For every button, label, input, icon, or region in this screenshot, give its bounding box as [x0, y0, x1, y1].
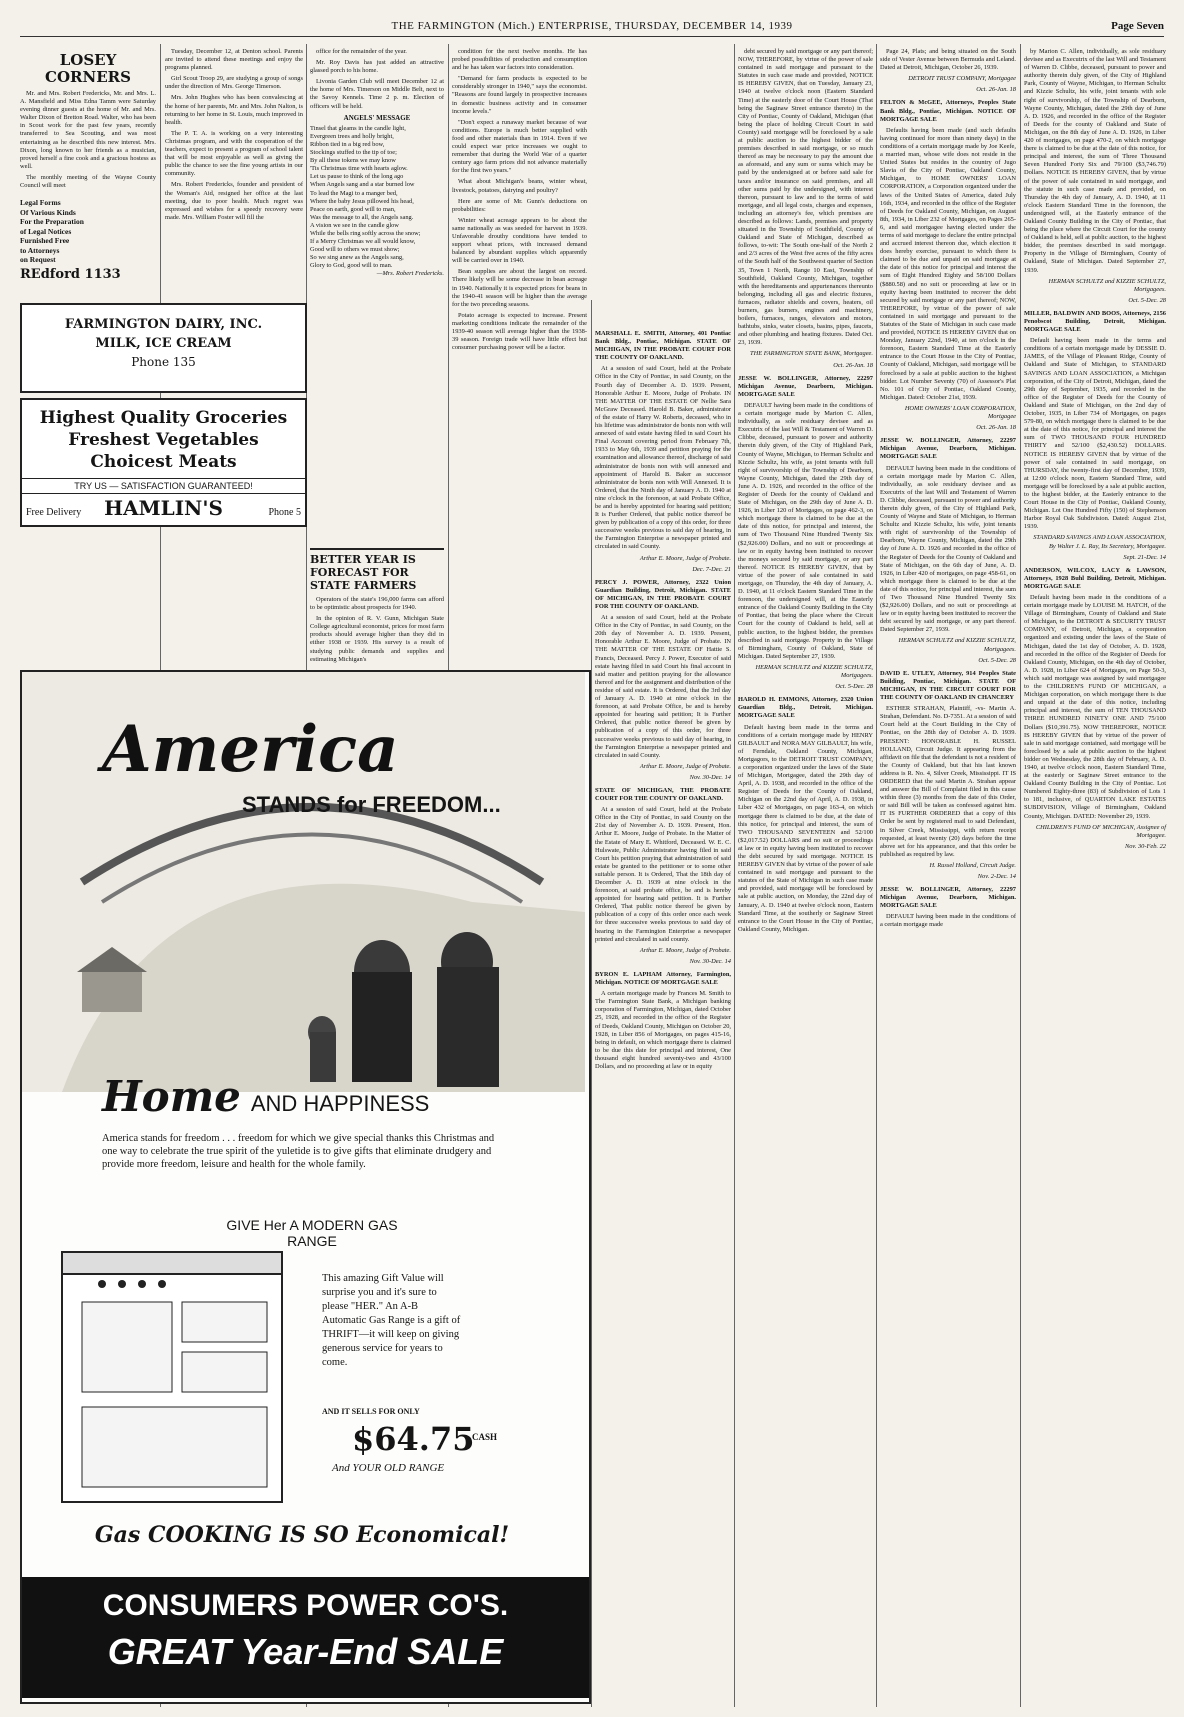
poem-line: Where the baby Jesus pillowed his head,	[310, 197, 414, 205]
gas-range-headline: GIVE Her A MODERN GAS RANGE	[226, 1217, 398, 1249]
hamlin-line-2: Freshest Vegetables	[68, 430, 259, 450]
legal-notice-dates: Oct. 26-Jan. 18	[976, 86, 1016, 94]
year-end-sale-banner	[22, 1577, 589, 1698]
hamlin-line-1: Highest Quality Groceries	[39, 408, 288, 428]
poem-line: Tinsel that gleams in the candle light,	[310, 124, 406, 132]
legal-notice	[1024, 48, 1166, 305]
legal-notice-caption: JESSE W. BOLLINGER, Attorney, 22297 Michigan Avenue, Dearborn, Michigan. MORTGAGE SALE	[738, 374, 873, 398]
poem	[310, 125, 444, 271]
home-word: Home	[102, 1072, 241, 1121]
america-title: America	[102, 712, 399, 787]
gas-range-price: $64.75	[352, 1420, 475, 1458]
news-paragraph: "Demand for farm products is expected to be considerably stronger in 1940," says the economist. "Reasons are found largely in prospective increases in domestic business activity and in consumer income levels."	[452, 75, 587, 115]
poem-line: Glory to God, good will to man.	[310, 262, 393, 270]
losey-corners-heading: LOSEY CORNERS	[45, 51, 131, 86]
legal-notice-body: At a session of said Court, held at the Probate Office in the City of Pontiac, in said County, on the 20th day of November A. D. 1939. Present, Honorable Arthur E. Moore, Judge of Probate. IN THE MATTER OF THE ESTATE OF Hattie S. Francis, Deceased. Percy J. Power, Executor of said estate having filed in said Court his final account in said matter and petition praying for the allowance thereof and for the assignment and distribution of the residue of said estate. It is Ordered, that the 3rd day of January A. D. 1940 at nine o'clock in the forenoon, at said Probate Office, be and is hereby appointed for hearing said petition; It is Further Ordered, that public notice thereof be given by publication of a copy of this order, for three successive weeks previous to said day of hearing, in the Farmington Enterprise a newspaper printed and circulated in said County.	[595, 614, 731, 759]
better-year-headline: BETTER YEAR IS FORECAST FOR STATE FARMERS	[310, 548, 444, 592]
legal-notice-body: Page 24, Plats; and being situated on the South side of Vester Avenue between Bermuda and Leland. Dated at Detroit, Michigan, October 26, 1939.	[880, 48, 1016, 72]
page-number: Page Seven	[1111, 20, 1164, 32]
news-paragraph: What about Michigan's beans, winter wheat, livestock, potatoes, dairying and poultry?	[452, 178, 587, 194]
dairy-phone: Phone 135	[131, 355, 196, 369]
legal-notice-signature: HERMAN SCHULTZ and KIZZIE SCHULTZ, Mortgagees.	[755, 663, 873, 680]
legal-notices-column-8	[1024, 48, 1166, 1705]
happiness-word: AND HAPPINESS	[250, 1091, 430, 1116]
consumers-power-name: CONSUMERS POWER CO'S.	[102, 1589, 509, 1622]
legal-forms-line: to Attorneys	[20, 245, 60, 255]
legal-forms-notice	[20, 198, 156, 282]
poem-line: By all these tokens we may know	[310, 157, 396, 165]
legal-notice-body: Default having been made in the terms and conditions of a certain mortgage made by DESSIE D. JAMES, of the Village of Pleasant Ridge, County of Oakland and State of Michigan, to STANDARD SAVINGS AND LOAN ASSOCIATION, a Michigan corporation, of the City of Detroit, Michigan, dated the 29th day of September, 1935, and recorded in the office of the Register of Deeds for the County of Oakland and State of Michigan, on the 2nd day of October, 1935, in Liber 734 of Mortgages, on pages 579-80, on which mortgage there is claimed to be due at the date of this notice, for principal and interest the sum of TWO THOUSAND FOUR HUNDRED THIRTY and 52/100 ($2,430.52) DOLLARS. NOTICE IS HEREBY GIVEN that by virtue of the power of sale contained in said mortgage, on THURSDAY, the twenty-first day of December, 1939, at 12:00 o'clock noon, Eastern Standard Time, said mortgage will be foreclosed by a sale at public auction, to the highest bidder, at the Easterly entrance to the Court House in the City of Pontiac, Oakland County, Michigan. Lot One Hundred Fifty (150) of Stephenson Harbor Royal Oak Subdivision. Dated: August 21st, 1939.	[1024, 337, 1166, 531]
legal-notice-caption: HAROLD H. EMMONS, Attorney, 2320 Union Guardian Bldg., Detroit, Michigan. MORTGAGE SALE	[738, 696, 873, 720]
legal-notice-signature: Arthur E. Moore, Judge of Probate.	[639, 946, 731, 954]
legal-notice-caption: PERCY J. POWER, Attorney, 2322 Union Guardian Building, Detroit, Michigan. STATE OF MICHIGAN, IN THE PROBATE COURT FOR THE COUNTY OF OAKLAND.	[595, 578, 731, 610]
america-body: America stands for freedom . . . freedom for which we give special thanks this Christmas and one way to celebrate the true spirit of the yuletide is to give gifts that eliminate drudgery and provide more freedom, leisure and health for the whole family.	[102, 1133, 495, 1170]
legal-notice	[880, 99, 1016, 432]
news-paragraph: Livonia Garden Club will meet December 12 at the home of Mrs. Timerson on Middle Belt, next to the Savoy Kennels. Time 2 p. m. Election of officers will be held.	[310, 78, 444, 110]
year-end-sale-text: GREAT Year-End SALE	[107, 1631, 504, 1672]
gas-range-trade: And YOUR OLD RANGE	[332, 1462, 445, 1474]
legal-notice-body: At a session of said Court, held at the Probate Office in the City of Pontiac, in said County, on the Fourth day of December A. D. 1939. Present, Honorable Arthur E. Moore, Judge of Probate. IN THE MATTER OF THE ESTATE OF Nellie Sara McGraw Deceased. Harold B. Baker, administrator of the estate of Harry W. Roberts, deceased, who in his lifetime was administrator de bonis non with will annexed of said estate having filed in said Court his Final Account covering period from February 7th, 1933 to May 6th, 1939 and petition praying for the examination and allowance thereof, discharge of said administrator de bonis non with will annexed and appointment of Harold B. Baker as successor administrator de bonis non with Will Annexed. It is Ordered, that the Ninth day of January A. D. 1940 at nine o'clock in the forenoon, at said Probate Office, be and is hereby appointed for hearing said petition; It is Further Ordered, that public notice thereof be given by publication of a copy of this order, for three successive weeks previous to said day of hearing, in the Farmington Enterprise a newspaper printed and circulated in said County.	[595, 365, 731, 551]
news-paragraph: Mrs. John Hughes who has been convalescing at the home of her parents, Mr. and Mrs. John Nalton, is returning to her home in St. Louis, much improved in health.	[165, 94, 303, 126]
poem-line: When Angels sang and a star burned low	[310, 181, 415, 189]
legal-notice-signature: HOME OWNERS' LOAN CORPORATION, Mortgagee	[904, 404, 1016, 421]
hamlin-phone: Phone 5	[268, 507, 301, 518]
news-paragraph: office for the remainder of the year.	[316, 48, 407, 55]
legal-notice	[738, 48, 873, 370]
losey-corners-column	[20, 48, 156, 298]
legal-notice	[880, 48, 1016, 94]
better-year-article	[310, 548, 444, 663]
legal-notice-body: Defaults having been made (and such defaults having continued for more than ninety days) in the conditions of a certain mortgage made by Joe Keefe, a married man, whose wife does not reside in the United States but resides in the country of Jugo Slavia of the City of Pontiac, Oakland County, Michigan, to HOME OWNERS' LOAN CORPORATION, a Corporation organized under the laws of the United States of America, dated July 16th, 1934, and recorded in the office of the Register of Deeds for Oakland County, Michigan, on August 8th, 1934, in Liber 232 of Mortgages, on Pages 265-6, and said mortgagee having elected under the terms of said mortgage to declare the entire principal and accrued interest thereon due, which election it does hereby exercise, pursuant to which there is claimed to be due and unpaid on said mortgage at the date of this notice for principal and interest the sum of Eight Hundred Eighty and 58/100 Dollars ($880.58) and no suit or proceeding at law or in equity having been instituted to recover the debt secured by said mortgage or any part thereof; NOW, THEREFORE, by virtue of the power of sale contained in said mortgage and pursuant to the Statutes of the State of Michigan in such case made and provided, NOTICE IS HEREBY GIVEN that on Monday, January 22nd, 1940, at ten o'clock in the forenoon, Eastern Standard Time at the Easterly entrance to the Court House in the City of Pontiac, County of Oakland, Michigan, said mortgage will be foreclosed by a sale at public auction to the highest bidder. Lot Number Seventy (70) of Assessor's Plat No. 101 of City of Pontiac, Oakland County, Michigan. Dated: October 21st, 1939.	[880, 126, 1016, 401]
legal-notice-caption: JESSE W. BOLLINGER, Attorney, 22297 Michigan Avenue, Dearborn, Michigan. MORTGAGE SALE	[880, 886, 1016, 910]
america-subtitle: STANDS for FREEDOM...	[242, 792, 501, 817]
poem-line: Let us pause to think of the long ago	[310, 173, 404, 181]
legal-notice-dates: Oct. 5-Dec. 28	[978, 656, 1016, 664]
legal-notice-dates: Nov. 30-Feb. 22	[1124, 842, 1166, 850]
legal-notice-dates: Sept. 21-Dec. 14	[1123, 553, 1166, 561]
legal-notice-caption: ANDERSON, WILCOX, LACY & LAWSON, Attorneys, 1928 Buhl Building, Detroit, Michigan. MORTGAGE SALE	[1024, 566, 1166, 590]
news-paragraph: Mrs. Robert Fredericks, founder and president of the Woman's Aid, resigned her office at the last meeting, due to poor health. Much regret was expressed and wishes for a speedy recovery were made. Mrs. William Foster will fill the	[165, 181, 303, 221]
legal-notices-column-7	[880, 48, 1016, 1705]
news-paragraph: Here are some of Mr. Gunn's deductions on probabilities:	[452, 197, 587, 213]
news-column-4	[452, 48, 587, 668]
poem-line: Evergreen trees and holly bright,	[310, 132, 394, 140]
poem-line: Ribbon tied in a big red bow,	[310, 140, 385, 148]
news-paragraph: Winter wheat acreage appears to be about the same nationally as was seeded for harvest in 1939. Unfavorable drouthy conditions have tended to support wheat prices, with increased demand balanced by abundant supplies which apparently will be carried over in 1940.	[452, 216, 587, 265]
gas-range-sells: AND IT SELLS FOR ONLY	[322, 1407, 420, 1416]
legal-notice-body: DEFAULT having been made in the conditions of a certain mortgage made	[880, 913, 1016, 929]
legal-notice-signature: Arthur E. Moore, Judge of Probate.	[639, 762, 731, 770]
legal-notice-body: Default having been made in the conditions of a certain mortgage made by LOUISE M. HATCH, of the Village of Birmingham, County of Oakland and State of Michigan, to the DETROIT & SECURITY TRUST COMPANY, of Detroit, Michigan, a corporation organized and existing under the laws of the State of Michigan, dated the 1st day of October, A. D. 1928, and recorded in the office of the Register of Deeds for Oakland County, Michigan, on the 4th day of October, A. D. 1928, in Liber 624 of Mortgages, on Page 50-3, which said mortgage was assigned by said mortgagee to the CHILDREN'S FUND OF MICHIGAN, a Michigan corporation, on which mortgage there is due and unpaid at the date of this notice, including principal and interest, the sum of TEN THOUSAND THREE HUNDRED NINETY ONE AND 75/100 Dollars ($10,391.75). NOW THEREFORE, NOTICE IS HEREBY GIVEN that by virtue of the power of sale in said mortgage contained, said mortgage will be foreclosed by a sale at public auction to the highest bidder on Wednesday, the 28th day of February, A. D. 1940, at twelve o'clock noon, Eastern Standard Time, at the easterly or Saginaw Street entrance to the Oakland County Building in the City of Pontiac. Lot Numbered Eighty-three (83) of Subdivision of Lots 1 to 181, inclusive, of QUARTON LAKE ESTATES SUBDIVISION, Village of Birmingham, Oakland County, Michigan. DATED: November 29, 1939.	[1024, 594, 1166, 820]
legal-notice	[595, 330, 731, 574]
legal-notice	[738, 375, 873, 692]
dairy-products: MILK, ICE CREAM	[95, 336, 232, 351]
news-paragraph: Bean supplies are about the largest on record. There likely will be some decrease in bean acreage in 1940. Nationally it is expected prices for beans in the 1940-41 season will be higher than the average for the two preceding seasons.	[452, 268, 587, 308]
legal-notice-body: debt secured by said mortgage or any part thereof; NOW, THEREFORE, by virtue of the power of sale contained in said mortgage and pursuant to the Statutes in such case made and provided, NOTICE IS HEREBY GIVEN, that on Tuesday, January 23, 1940 at twelve o'clock noon (Eastern Standard Time) at the easterly door of the Court House (That being the Saginaw Street entrance thereto) in the City of Pontiac, County of Oakland, Michigan (that being the place of holding Circuit Court in said County) said mortgage will be foreclosed by a sale at public auction to the highest bidder of the premises described in said mortgage, or so much thereof as may be necessary to pay the amount due as aforesaid, and any sum or sums which may be paid by the undersigned at or before said sale for taxes and/or insurance on said premises, and all other sums paid by the undersigned, with interest thereon, pursuant to law and to the terms of said mortgage, and all legal costs, charges and expenses, including an attorney's fee, which premises are described as follows: Lands, premises and property situated in the Township of Southfield, County of Oakland and State of Michigan, described as follows, to-wit: The South one-half of the North 2 and 2/3 acres of the West five acres of the fifty acres of the South half of the Southwest quarter of Section 35, Town 1 North, Range 10 East, Township of Southfield, Oakland County, Michigan, together with the hereditaments and appurtenances thereunto belonging, including all gas and electric fixtures, furnaces, radiator shields and covers, heaters, oil burners, gas burners, engines and machinery, boilers, furnaces, ranges, elevators and motors, bathtubs, sinks, water closets, basins, pipes, faucets, and other plumbing and heating fixtures. Dated Oct. 23, 1939.	[738, 48, 873, 347]
legal-notice-body: by Marion C. Allen, individually, as sole residuary devisee and as Executrix of the last Will and Testament of Warren D. Clibbe, deceased, pursuant to power and authority therein duly given, of the City of Highland Park, County of Wayne, Michigan, to Herman Schultz and Kizzie Schultz, his wife, joint tenants with sole right of survivorship, of the Township of Dearborn, Wayne County, Michigan, dated the 29th day of June A. D. 1926, and recorded in the office of the Register of Deeds for the county of Oakland and State of Michigan, on the 8th day of June A. D. 1926, in Liber 420 of mortgages, on page 470-2, on which mortgage there is claimed to be due at the date of this notice, for principal and interest, the sum of Three Thousand Seven Hundred Forty Six and 79/100 ($3,746.79) Dollars. NOTICE IS HEREBY GIVEN, that by virtue of the power of sale contained in said mortgage, and the statute in such case made and provided, on Thursday the 4th day of January, A. D. 1940, at 11 o'clock Eastern Standard Time in the forenoon, the undersigned will, at the Easterly entrance of the Oakland County Building in the City of Pontiac, that being the place where the Circuit Court for the county of Oakland is held, sell at public auction, to the highest bidder, the premises described in said mortgage. Property in the Village of Birmingham, County of Oakland, State of Michigan. Dated September 27, 1939.	[1024, 48, 1166, 274]
legal-forms-line: Of Various Kinds	[20, 207, 76, 217]
legal-notice-signature: HERMAN SCHULTZ and KIZZIE SCHULTZ, Mortgagees.	[898, 637, 1016, 653]
farmington-dairy-ad	[20, 303, 307, 393]
news-paragraph: The P. T. A. is working on a very interesting Christmas program, and with the cooperation of the teachers, expect to present a program of school talent that will be most enjoyable as well as giving the public the chance to see the fine young artists in our community.	[165, 129, 303, 178]
legal-notice-signature: STANDARD SAVINGS AND LOAN ASSOCIATION, By Walter J. L. Ray, Its Secretary, Mortgagee.	[1033, 534, 1166, 550]
legal-notice-body: DEFAULT having been made in the conditions of a certain mortgage made by Marion C. Allen, individually, as sole residuary devisee and as Executrix of the last Will & Testament of Warren D. Clibbe, deceased, pursuant to power and authority therein duly given, of the City of Highland Park, County of Wayne, Michigan, to Herman Schultz and Kizzie Schultz, his wife, as joint tenants with full right of survivorship of the Township of Dearborn, Wayne County, Michigan, dated the 29th day of June A. D. 1926, and recorded in the office of the Register of Deeds for the county of Oakland and State of Michigan, on the 29th day of June A. D. 1926, in Liber 120 of Mortgages, on page 462-3, on which mortgage there is claimed to be due at the date of this notice, for principal and interest, the sum of Two Thousand Nine Hundred Twenty Six ($2,926.00) Dollars, and no suit or proceedings at law or in equity having been instituted to recover the moneys secured by said mortgage, or any part thereof. NOTICE IS HEREBY GIVEN, that by virtue of the power of sale contained in said mortgage, on Thursday, the 4th day of January, A. D. 1940, at 11 o'clock Eastern Standard Time in the forenoon, the undersigned will, at the Easterly entrance of the Oakland County Building in the City of Pontiac, that being the place where the Circuit Court for the county of Oakland is held, sell at public auction, to the highest bidder, the premises described in said mortgage. Property in the Village of Birmingham, County of Oakland, State of Michigan. Dated September 27, 1939.	[738, 401, 873, 660]
legal-notices-column-5	[595, 330, 731, 1705]
legal-notice	[595, 579, 731, 782]
legal-notice-dates: Dec. 7-Dec. 21	[692, 565, 731, 573]
hamlins-grocery-ad	[20, 398, 307, 527]
legal-notice	[738, 696, 873, 934]
poem-line: Peace on earth, good will to man,	[310, 205, 396, 213]
news-paragraph: Operators of the state's 196,000 farms can afford to be optimistic about prospects for 1940.	[310, 596, 444, 612]
legal-notice-dates: Nov. 30-Dec. 14	[689, 773, 731, 781]
legal-notice	[880, 886, 1016, 929]
legal-forms-line: Furnished Free	[20, 236, 70, 246]
column-rule	[876, 44, 877, 1707]
legal-notice-dates: Oct. 5-Dec. 28	[1128, 296, 1166, 304]
news-paragraph: In the opinion of R. V. Gunn, Michigan State College agricultural economist, prices for most farm products should average higher than they did in either 1938 or 1939. His survey is a result of studying public demands and supplies and estimating Michigan's	[310, 615, 444, 663]
legal-forms-line: of Legal Notices	[20, 226, 72, 236]
legal-forms-line: Legal Forms	[20, 198, 61, 208]
legal-notice-dates: Oct. 26-Jan. 18	[976, 424, 1016, 432]
column-rule	[734, 44, 735, 1707]
legal-notice-caption: JESSE W. BOLLINGER, Attorney, 22297 Michigan Avenue, Dearborn, Michigan. MORTGAGE SALE	[880, 437, 1016, 461]
poem-line: To lead the Magi to a manger bed,	[310, 189, 398, 197]
legal-notice-body: A certain mortgage made by Frances M. Smith to The Farmington State Bank, a Michigan banking corporation of Farmington, Michigan, dated October 25, 1928, and recorded in the office of the Register of Deeds, Oakland County, Michigan on October 20, 1928, in Liber 856 of Mortgages, on pages 415-16, being in default, on which mortgage there is claimed to be due this date for principal and interest, One thousand eight hundred seventy-two and 43/100 Dollars, and no proceeding at law or in equity	[595, 990, 731, 1070]
legal-notices-column-6	[738, 48, 873, 1705]
legal-notice-signature: H. Russel Holland, Circuit Judge.	[929, 861, 1016, 869]
hamlin-guarantee: TRY US — SATISFACTION GUARANTEED!	[22, 478, 305, 494]
poem-line: Stockings stuffed to the tip of toe;	[310, 149, 397, 157]
legal-notice-caption: STATE OF MICHIGAN, THE PROBATE COURT FOR THE COUNTY OF OAKLAND.	[595, 786, 731, 803]
news-paragraph: The monthly meeting of the Wayne County Council will meet	[20, 173, 156, 190]
gas-range-cash: CASH	[472, 1432, 498, 1442]
legal-notice	[880, 670, 1016, 881]
hamlin-name: HAMLIN'S	[104, 496, 223, 520]
dairy-name: FARMINGTON DAIRY, INC.	[64, 317, 263, 332]
news-paragraph: Mr. and Mrs. Robert Fredericks, Mr. and Mrs. L. A. Mansfield and Miss Edna Tamm were Saturday evening dinner guests at the home of Mr. and Mrs. Walter Dixon of Bretton Road. Walter, who has been in Scout work for the past few years, recently transferred to Sea Scouting, and was most entertaining as he described this new interest. Mrs. Dixon, long known to her friends as a musician, proved herself a fine cook and a gracious hostess as well.	[20, 90, 156, 170]
poem-line: If a Merry Christmas we all would know,	[310, 238, 416, 246]
poem-title: ANGELS' MESSAGE	[343, 113, 411, 122]
consumers-power-ad	[20, 670, 591, 1704]
legal-forms-phone: REdford 1133	[20, 266, 121, 282]
news-paragraph: condition for the next twelve months. He has probed possibilities of production and consumption and he has taken war factors into consideration.	[452, 48, 587, 72]
poem-line: Was the message to all, the Angels sang.	[310, 213, 414, 221]
legal-notice-dates: Nov. 30-Dec. 14	[689, 957, 731, 965]
legal-notice	[1024, 310, 1166, 562]
legal-notice-signature: CHILDREN'S FUND OF MICHIGAN, Assignee of Mortgagee.	[1035, 823, 1166, 839]
poem-line: 'Tis Christmas time with hearts aglow.	[310, 165, 408, 173]
legal-notice-body: ESTHER STRAHAN, Plaintiff, -vs- Martin A. Strahan, Defendant. No. D-7351. At a session of said Court held at the Court Building in the City of Pontiac, on the 28th day of October A. D. 1939. PRESENT: HONORABLE H. RUSSEL HOLLAND, Circuit Judge. It appearing from the affidavit on file that the defendant is not a resident of the County of Oakland, but that his last known address is R. No. 4, Silver Creek, Mississippi. IT IS ORDERED that the said Martin A. Strahan appear and answer the Bill of Complaint filed in this cause within three (3) months from the date of this Order, or said Bill will be taken as confessed against him. IT IS FURTHER ORDERED that a copy of this Order be sent by registered mail to said Defendant, in Silver Creek, Mississippi, with return receipt requested, at least twenty (20) days before the time above set for his appearance, and that this order be published as required by law.	[880, 705, 1016, 858]
legal-notice-caption: FELTON & McGEE, Attorneys, Peoples State Bank Bldg., Pontiac, Michigan. NOTICE OF MORTGAGE SALE	[880, 99, 1016, 123]
news-column-2	[165, 48, 303, 298]
news-column-3	[310, 48, 444, 448]
legal-notice-caption: DAVID E. UTLEY, Attorney, 914 Peoples State Building, Pontiac, Michigan. STATE OF MICHIGAN, IN THE CIRCUIT COURT FOR THE COUNTY OF OAKLAND IN CHANCERY	[880, 669, 1016, 702]
legal-notice	[595, 787, 731, 966]
legal-notice-caption: MARSHALL E. SMITH, Attorney, 401 Pontiac Bank Bldg., Pontiac, Michigan. STATE OF MICHIGAN, IN THE PROBATE COURT FOR THE COUNTY OF OAKLAND.	[595, 330, 731, 362]
legal-notice-body: Default having been made in the terms and conditions of a certain mortgage made by HENRY GILBAULT and NORA MAY GILBAULT, his wife, of Ferndale, Oakland County, Michigan, Mortgagors, to the DETROIT TRUST COMPANY, a corporation organized under the laws of the State of Michigan, Mortgagee, dated the 29th day of April, A. D. 1938, and recorded in the office of the Register of Deeds for the County of Oakland, Michigan on the 22nd day of April, A. D. 1938, in Liber 432 of Mortgages, on page 163-4, on which mortgage there is claimed to be due, at the date of this notice, for principal and interest, the sum of TWO THOUSAND SEVENTEEN and 52/100 ($2,017.52) DOLLARS and no suit or proceedings at law or in equity having been instituted to recover the debt secured by said mortgage. NOTICE IS HEREBY GIVEN that by virtue of the power of sale contained in said mortgage and pursuant to the statutes of the State of Michigan in such case made and provided, said mortgage will be foreclosed by sale at public auction, on Monday, the 22nd day of January, A. D. 1940 at twelve o'clock noon, Eastern Standard Time, at the southerly or Saginaw Street entrance to the Court House in the City of Pontiac, Oakland County, Michigan.	[738, 723, 873, 933]
legal-notice-signature: THE FARMINGTON STATE BANK, Mortgagee.	[750, 350, 873, 358]
column-rule	[591, 300, 592, 1707]
news-paragraph: Girl Scout Troop 29, are studying a group of songs under the direction of Mrs. George Timerson.	[165, 75, 303, 91]
legal-notice-body: At a session of said Court, held at the Probate Office in the City of Pontiac, in said County on the 21st day of November A. D. 1939. Present, Hon. Arthur E. Moore, Judge of Probate. In the Matter of the Estate of Mary E. Whitford, Deceased. W. E. C. Hulswate, Public Administrator having filed in said Court his petition praying that administration of said estate be granted to the petitioner or to some other suitable person. It is Ordered, That the 18th day of December A. D. 1939 at nine o'clock in the forenoon, at said probate office, be and is hereby appointed for hearing said petition. It is Further Ordered, That public notice thereof be given by publication of a copy of this order once each week for three successive weeks previous to said day of hearing in the Farmington Enterprise a newspaper printed and circulated in said county.	[595, 806, 731, 943]
legal-notice-caption: MILLER, BALDWIN AND BOOS, Attorneys, 2156 Penobscot Building, Detroit, Michigan. MORTGAGE SALE	[1024, 309, 1166, 334]
legal-notice-caption: BYRON E. LAPHAM Attorney, Farmington, Michigan. NOTICE OF MORTGAGE SALE	[595, 970, 731, 987]
hamlin-line-3: Choicest Meats	[90, 452, 237, 472]
legal-notice	[880, 437, 1016, 665]
legal-notice	[1024, 567, 1166, 851]
gas-range-body: This amazing Gift Value will surprise you and it's sure to please "HER." An A-B Automatic Gas Range is a gift of THRIFT—it will keep on giving generous service for years to come.	[322, 1273, 461, 1368]
legal-notice-dates: Oct. 26-Jan. 18	[833, 361, 873, 369]
legal-forms-line: on Request	[20, 255, 56, 265]
gas-range-illustration	[42, 1212, 302, 1512]
legal-notice-dates: Oct. 5-Dec. 28	[835, 683, 873, 691]
legal-notice	[595, 971, 731, 1071]
news-paragraph: "Don't expect a runaway market because of war conditions. Europe is much better supplied with food and other materials than in 1914. Even if we could expect war price increases we ought to remember that during the World War of a quarter century ago farm prices did not advance materially for the first two years."	[452, 118, 587, 175]
masthead	[20, 20, 1164, 37]
poem-line: Good will to others we must show;	[310, 246, 400, 254]
legal-notice-signature: DETROIT TRUST COMPANY, Mortgagee	[908, 75, 1016, 83]
hamlin-delivery: Free Delivery	[26, 507, 82, 518]
masthead-title: THE FARMINGTON (Mich.) ENTERPRISE, THURSDAY, DECEMBER 14, 1939	[391, 20, 793, 32]
news-paragraph: Tuesday, December 12, at Denton school. Parents are invited to attend these meetings and enjoy the programs planned.	[165, 48, 303, 72]
legal-notice-body: DEFAULT having been made in the conditions of a certain mortgage made by Marion C. Allen, individually, as sole residuary devisee and as Executrix of the last Will and Testament of Warren D. Clibbe, deceased, pursuant to power and authority therein duly given, of the City of Highland Park, County of Wayne and State of Michigan, to Herman Schultz and Kizzie Schultz, his wife, joint tenants with right of survivorship of the Township of Dearborn, Wayne County, Michigan, dated the 29th day of June A. D. 1926 and recorded in the office of the Register of Deeds for the County of Oakland and State of Michigan, on the 6th day of June, A. D. 1926, in Liber 420 of mortgages, on page 458-61, on which mortgage there is claimed to be due at the date of this notice, for principal and interest, the sum of Two Thousand Nine Hundred Twenty Six ($2,926.00) Dollars, and no suit or proceedings at law or in equity having been instituted to recover the debt secured by said mortgage, or any part thereof. Dated September 27, 1939.	[880, 464, 1016, 634]
poem-line: So we sing anew as the Angels sang,	[310, 254, 404, 262]
news-paragraph: Mr. Roy Davis has just added an attractive glassed porch to his home.	[310, 59, 444, 75]
poem-line: While the bells ring softly across the snow;	[310, 229, 421, 237]
column-rule	[1020, 44, 1021, 1707]
legal-notice-signature: HERMAN SCHULTZ and KIZZIE SCHULTZ, Mortgagees.	[1048, 277, 1166, 293]
poem-credit: —Mrs. Robert Fredericks.	[376, 270, 444, 278]
legal-notice-dates: Nov. 2-Dec. 14	[977, 873, 1016, 880]
legal-forms-line: For the Preparation	[20, 217, 84, 227]
legal-notice-signature: Arthur E. Moore, Judge of Probate.	[639, 554, 731, 562]
news-paragraph: Potato acreage is expected to increase. Present marketing conditions indicate the remainder of the 1939-40 season will average higher than the 1938-39 season. Foreign trade will have little effect but consumer purchasing power will be a factor.	[452, 311, 587, 352]
gas-cooking-slogan: Gas COOKING IS SO Economical!	[94, 1522, 510, 1548]
poem-line: A vision we see in the candle glow	[310, 221, 399, 229]
